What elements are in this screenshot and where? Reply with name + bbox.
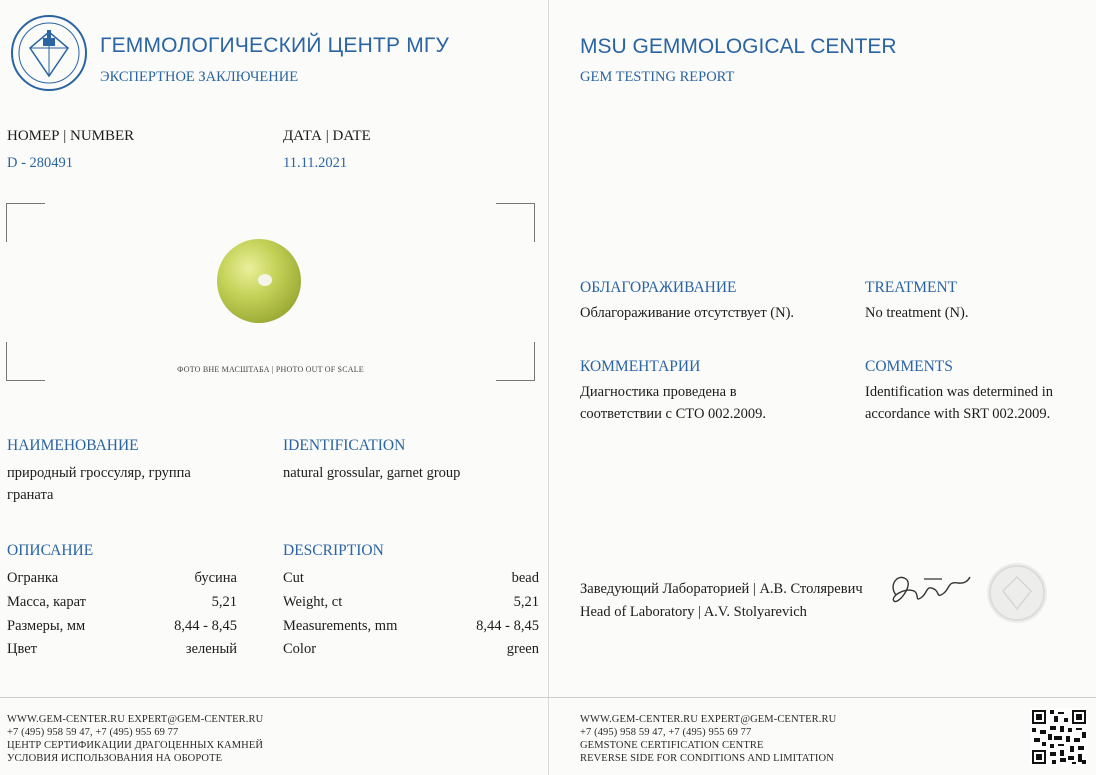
frame-corner [496, 342, 535, 381]
head-of-lab-ru: Заведующий Лабораторией | А.В. Столяревич [580, 581, 863, 597]
desc-en-label: Weight, ct [283, 594, 343, 610]
footer-line: ЦЕНТР СЕРТИФИКАЦИИ ДРАГОЦЕННЫХ КАМНЕЙ [7, 740, 264, 751]
number-value: D - 280491 [7, 155, 74, 171]
date-value: 11.11.2021 [283, 155, 348, 171]
desc-ru-label: Огранка [7, 570, 59, 586]
desc-en-value: bead [511, 570, 539, 586]
desc-en-label: Measurements, mm [283, 618, 398, 634]
footer-line: GEMSTONE CERTIFICATION CENTRE [580, 740, 764, 751]
qr-code-icon [1030, 708, 1088, 766]
identification-value: natural grossular, garnet group [283, 465, 461, 481]
footer-line: УСЛОВИЯ ИСПОЛЬЗОВАНИЯ НА ОБОРОТЕ [7, 753, 223, 764]
desc-ru-label: Цвет [7, 641, 38, 657]
desc-ru-value: бусина [194, 570, 237, 586]
treatment-heading-en: TREATMENT [865, 279, 958, 296]
center-divider [548, 0, 549, 775]
footer-rule [0, 697, 1096, 698]
footer-left [7, 713, 263, 765]
desc-ru-value: зеленый [185, 641, 237, 657]
frame-corner [496, 203, 535, 242]
treatment-heading-ru: ОБЛАГОРАЖИВАНИЕ [580, 279, 737, 296]
treatment-value-ru: Облагораживание отсутствует (N). [580, 305, 795, 321]
gem-drill-hole [258, 274, 272, 286]
msu-gem-center-logo-icon [10, 14, 88, 92]
footer-line: +7 (495) 958 59 47, +7 (495) 955 69 77 [580, 727, 752, 738]
subtitle-ru: ЭКСПЕРТНОЕ ЗАКЛЮЧЕНИЕ [100, 69, 299, 85]
desc-ru-value: 8,44 - 8,45 [174, 618, 237, 634]
footer-line: WWW.GEM-CENTER.RU EXPERT@GEM-CENTER.RU [7, 714, 264, 725]
description-heading-en: DESCRIPTION [283, 542, 384, 559]
treatment-value-en: No treatment (N). [865, 305, 969, 321]
desc-ru-label: Размеры, мм [7, 618, 86, 634]
name-heading-ru: НАИМЕНОВАНИЕ [7, 437, 139, 454]
desc-en-label: Cut [283, 570, 304, 586]
number-label: НОМЕР | NUMBER [7, 128, 135, 144]
desc-ru-value: 5,21 [211, 594, 237, 610]
footer-line: WWW.GEM-CENTER.RU EXPERT@GEM-CENTER.RU [580, 714, 837, 725]
desc-en-value: 8,44 - 8,45 [476, 618, 539, 634]
comments-heading-en-label: COMMENTS [865, 358, 953, 375]
comments-value-en: Identification was determined in accordance with SRT 002.2009. [865, 384, 1054, 422]
name-value-ru: природный гроссуляр, группа граната [7, 465, 191, 503]
date-label: ДАТА | DATE [283, 128, 371, 144]
footer-line: REVERSE SIDE FOR CONDITIONS AND LIMITATION [580, 753, 834, 764]
description-heading-ru: ОПИСАНИЕ [7, 542, 94, 559]
comments-value-ru: Диагностика проведена в соответствии с СТО 002.2009. [580, 384, 767, 422]
title-en: MSU GEMMOLOGICAL CENTER [580, 35, 897, 58]
desc-en-label: Color [283, 641, 317, 657]
head-of-lab-en: Head of Laboratory | A.V. Stolyarevich [580, 604, 807, 620]
footer-right [580, 713, 836, 765]
photo-caption: ФОТО ВНЕ МАСШТАБА | PHOTO OUT OF SCALE [177, 365, 364, 374]
emboss-seal-icon [987, 563, 1047, 623]
desc-en-value: green [506, 641, 539, 657]
subtitle-en: GEM TESTING REPORT [580, 69, 735, 85]
comments-heading-ru: КОММЕНТАРИИ [580, 358, 701, 375]
signature-icon [884, 565, 974, 615]
desc-ru-label: Масса, карат [7, 594, 86, 610]
title-ru: ГЕММОЛОГИЧЕСКИЙ ЦЕНТР МГУ [100, 34, 450, 57]
footer-line: +7 (495) 958 59 47, +7 (495) 955 69 77 [7, 727, 179, 738]
frame-corner [6, 203, 45, 242]
frame-corner [6, 342, 45, 381]
identification-heading: IDENTIFICATION [283, 437, 406, 454]
desc-en-value: 5,21 [513, 594, 539, 610]
